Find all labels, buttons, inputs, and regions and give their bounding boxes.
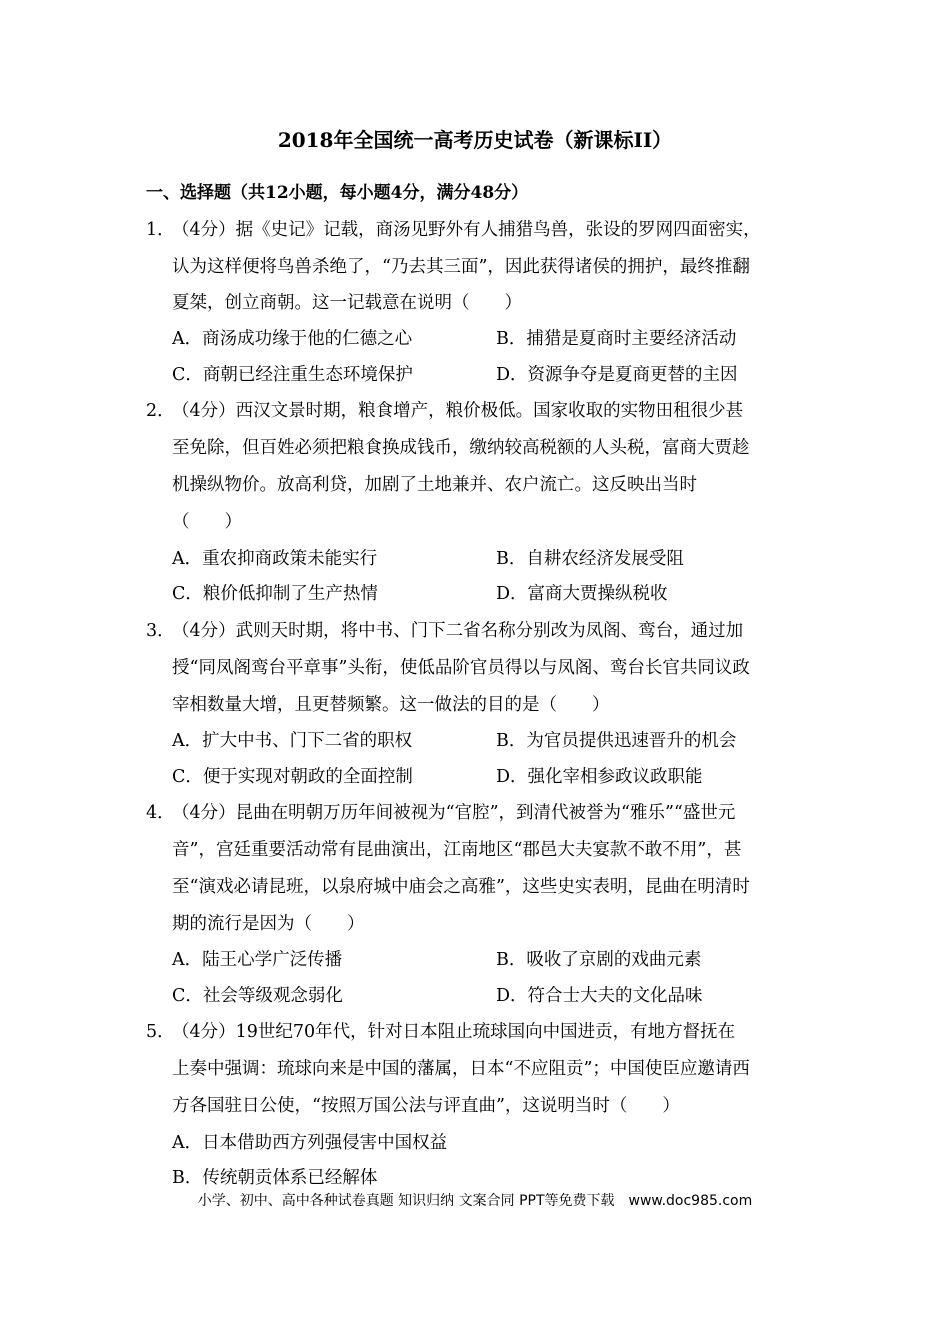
question-number: 2． [146,401,175,421]
option-a[interactable]: A．陆王心学广泛传播 [172,950,343,970]
option-a[interactable]: A．重农抑商政策未能实行 [172,549,378,569]
question-text-line: 音”，宫廷重要活动常有昆曲演出，江南地区“郡邑大夫宴款不敢不用”，甚 [172,840,742,860]
option-b[interactable]: B．传统朝贡体系已经解体 [172,1168,378,1188]
option-c[interactable]: C．粮价低抑制了生产热情 [172,584,378,604]
question-text-line: 至免除，但百姓必须把粮食换成钱币，缴纳较高税额的人头税，富商大贾趁 [172,438,750,458]
option-c[interactable]: C．便于实现对朝政的全面控制 [172,767,413,787]
question-text-line: （4分）19世纪70年代，针对日本阻止琉球国向中国进贡，有地方督抚在 [172,1022,736,1042]
option-d[interactable]: D．符合士大夫的文化品味 [496,986,703,1006]
question-text-line: 至“演戏必请昆班，以泉府城中庙会之高雅”，这些史实表明，昆曲在明清时 [172,877,750,897]
question-text-line: 授“同凤阁鸾台平章事”头衔，使低品阶官员得以与凤阁、鸾台长官共同议政 [172,658,750,678]
option-a[interactable]: A．商汤成功缘于他的仁德之心 [172,329,413,349]
question-text-line: 方各国驻日公使，“按照万国公法与评直曲”，这说明当时（ ） [172,1096,680,1116]
question-text-line: （4分）据《史记》记载，商汤见野外有人捕猎鸟兽，张设的罗网四面密实， [172,220,761,240]
option-b[interactable]: B．吸收了京剧的戏曲元素 [496,950,702,970]
question-text-line: 机操纵物价。放高利贷，加剧了土地兼并、农户流亡。这反映出当时 [172,475,697,495]
question-text-line: 期的流行是因为（ ） [172,914,365,934]
question-text-line: 认为这样便将鸟兽杀绝了，“乃去其三面”，因此获得诸侯的拥护，最终推翻 [172,257,750,277]
question-number: 5． [146,1022,175,1042]
question-text-line: 夏桀，创立商朝。这一记载意在说明（ ） [172,293,522,313]
option-c[interactable]: C．社会等级观念弱化 [172,986,343,1006]
question-text-line: 上奏中强调：琉球向来是中国的藩属，日本“不应阻贡”；中国使臣应邀请西 [172,1059,750,1079]
option-d[interactable]: D．资源争夺是夏商更替的主因 [496,365,738,385]
option-b[interactable]: B．为官员提供迅速晋升的机会 [496,731,737,751]
question-number: 1． [146,220,175,240]
page-footer: 小学、初中、高中各种试卷真题 知识归纳 文案合同 PPT等免费下载 www.doc985.com [197,1193,753,1209]
option-b[interactable]: B．自耕农经济发展受阻 [496,549,684,569]
question-text-line: （4分）西汉文景时期，粮食增产，粮价极低。国家收取的实物田租很少甚 [172,401,744,421]
question-text-line: （4分）昆曲在明朝万历年间被视为“官腔”，到清代被誉为“雅乐”“盛世元 [172,803,736,823]
question-number: 4． [146,803,175,823]
option-a[interactable]: A．扩大中书、门下二省的职权 [172,731,413,751]
option-c[interactable]: C．商朝已经注重生态环境保护 [172,365,413,385]
option-a[interactable]: A．日本借助西方列强侵害中国权益 [172,1133,448,1153]
section-heading: 一、选择题（共12小题，每小题4分，满分48分） [146,183,529,203]
page-title: 2018年全国统一高考历史试卷（新课标II） [277,128,673,152]
option-b[interactable]: B．捕猎是夏商时主要经济活动 [496,329,737,349]
question-number: 3． [146,621,175,641]
question-text-line: （ ） [172,512,242,532]
question-text-line: （4分）武则天时期，将中书、门下二省名称分别改为凤阁、鸾台，通过加 [172,621,744,641]
option-d[interactable]: D．富商大贾操纵税收 [496,584,668,604]
option-d[interactable]: D．强化宰相参政议政职能 [496,767,703,787]
question-text-line: 宰相数量大增，且更替频繁。这一做法的目的是（ ） [172,695,610,715]
